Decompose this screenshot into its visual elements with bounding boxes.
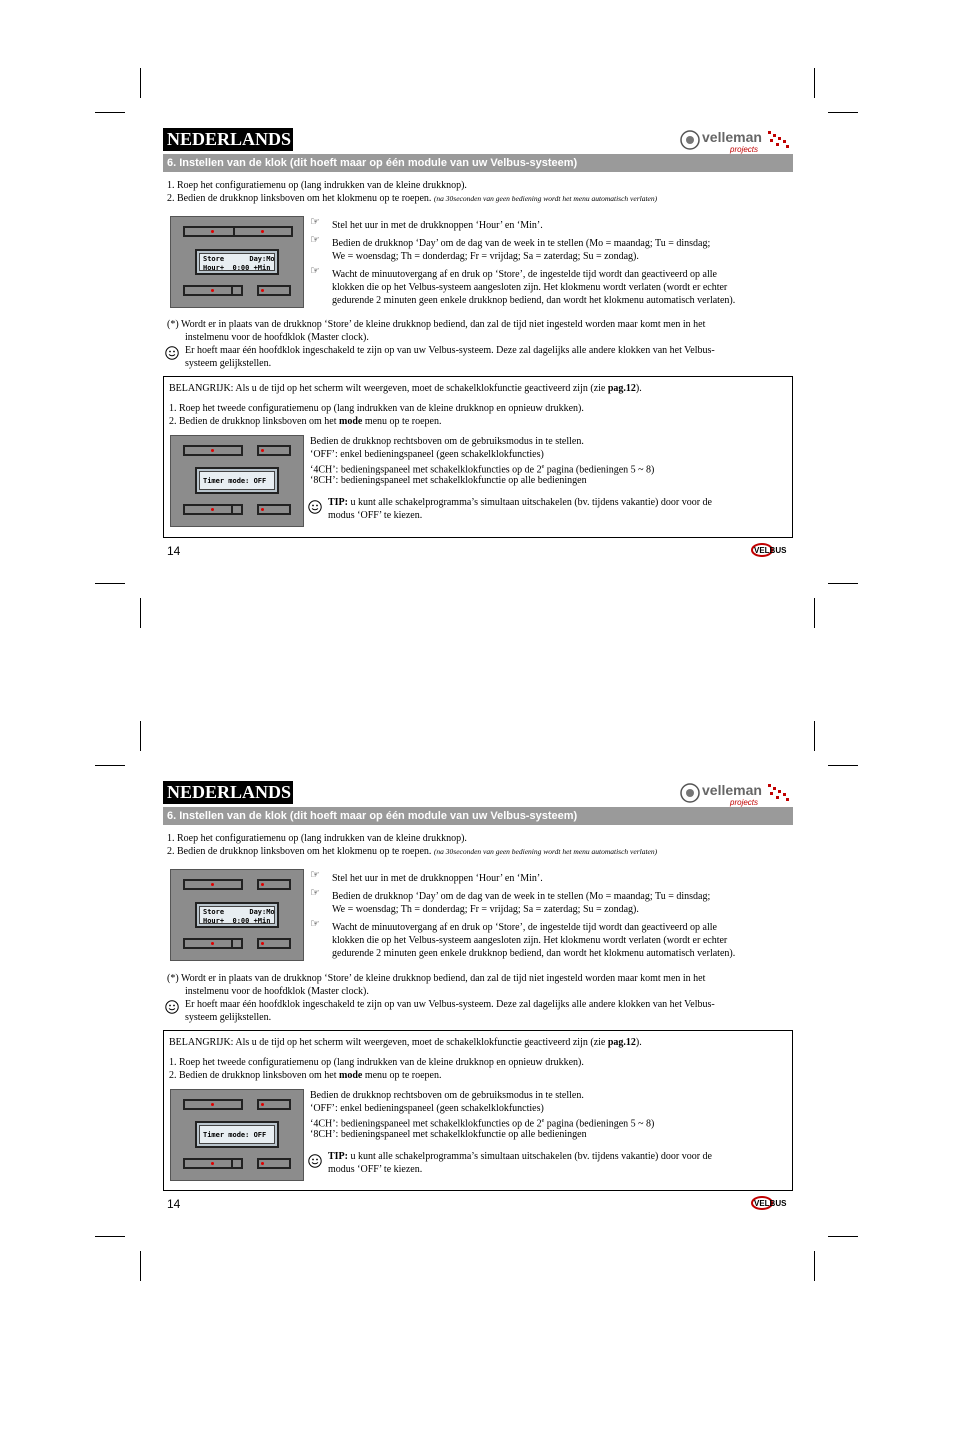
box-step-1: 1. Roep het tweede configuratiemenu op (lang indrukken van de kleine drukknop en opnieuw drukken). <box>169 403 584 414</box>
svg-text:VELBUS: VELBUS <box>754 546 787 555</box>
section-title: 6. Instellen van de klok (dit hoeft maar op één module van uw Velbus-systeem) <box>163 807 793 825</box>
bullet-2-line-1: Bedien de drukknop ‘Day’ om de dag van de week in te stellen (Mo = maandag; Tu = dinsdag; <box>332 238 711 249</box>
important-box <box>163 1030 793 1191</box>
step-2-note: (na 30seconden van geen bediening wordt het menu automatisch verlaten) <box>433 847 658 856</box>
panel-button <box>257 445 291 456</box>
lcd-display <box>195 249 279 275</box>
footnote-line-1: (*) Wordt er in plaats van de drukknop ‘Store’ de kleine drukknop bediend, dan zal de tijd niet ingesteld worden maar komt men in het <box>167 973 706 984</box>
small-button <box>231 1158 243 1169</box>
mode-line-1: Bedien de drukknop rechtsboven om de gebruiksmodus in te stellen. <box>310 1090 584 1101</box>
manual-page-bottom <box>0 773 954 1433</box>
lcd-mode-line: Timer mode: OFF <box>203 477 267 485</box>
pointing-hand-icon: ☞ <box>310 264 320 277</box>
page-number: 14 <box>167 1197 181 1211</box>
control-panel-diagram <box>170 216 304 308</box>
panel-button <box>257 1158 291 1169</box>
lcd-display <box>195 467 279 494</box>
tip-line-1: TIP: u kunt alle schakelprogramma’s simultaan uitschakelen (bv. tijdens vakantie) door voor de <box>328 497 712 508</box>
section-title: 6. Instellen van de klok (dit hoeft maar op één module van uw Velbus-systeem) <box>163 154 793 172</box>
tip-line-2: modus ‘OFF’ te kiezen. <box>328 1164 423 1175</box>
panel-button <box>257 879 291 890</box>
bullet-2-line-2: We = woensdag; Th = donderdag; Fr = vrijdag; Sa = zaterdag; Su = zondag). <box>332 904 639 915</box>
page-ref: pag.12 <box>607 1037 636 1048</box>
bullet-1: Stel het uur in met de drukknoppen ‘Hour’ en ‘Min’. <box>332 873 543 884</box>
important-box <box>163 376 793 538</box>
lcd-line-2: Hour+ 0:00 +Min <box>203 264 271 272</box>
pointing-hand-icon: ☞ <box>310 917 320 930</box>
bullet-3-line-3: gedurende 2 minuten geen enkele drukknop bediend, dan wordt het klokmenu automatisch verlaten). <box>332 295 736 306</box>
smiley-icon <box>308 500 322 514</box>
lcd-mode-line: Timer mode: OFF <box>203 1131 267 1139</box>
step-1: 1. Roep het configuratiemenu op (lang indrukken van de kleine drukknop). <box>167 180 467 191</box>
manual-page-top <box>0 120 954 780</box>
step-2: 2. Bedien de drukknop linksboven om het klokmenu op te roepen. (na 30seconden van geen bediening wordt het menu automatisch verlaten) <box>167 846 658 857</box>
box-step-2: 2. Bedien de drukknop linksboven om het mode menu op te roepen. <box>169 1070 442 1081</box>
logo-text: velleman <box>702 782 762 798</box>
important-text: BELANGRIJK: Als u de tijd op het scherm wilt weergeven, moet de schakelklokfunctie geactiveerd zijn (zie pag.12). <box>169 383 642 394</box>
small-button <box>231 504 243 515</box>
panel-button <box>257 938 291 949</box>
language-label: NEDERLANDS <box>163 128 293 151</box>
smiley-icon <box>308 1154 322 1168</box>
velbus-logo <box>750 1195 792 1211</box>
bullet-2-line-2: We = woensdag; Th = donderdag; Fr = vrijdag; Sa = zaterdag; Su = zondag). <box>332 251 639 262</box>
small-button <box>231 285 243 296</box>
mode-line-2: ‘OFF’: enkel bedieningspaneel (geen schakelklokfuncties) <box>310 449 544 460</box>
tip-line-2: modus ‘OFF’ te kiezen. <box>328 510 423 521</box>
box-step-1: 1. Roep het tweede configuratiemenu op (lang indrukken van de kleine drukknop en opnieuw drukken). <box>169 1057 584 1068</box>
mode-line-3: ‘4CH’: bedieningspaneel met schakelklokfuncties op de 2e pagina (bedieningen 5 ~ 8) <box>310 464 655 476</box>
panel-button <box>257 504 291 515</box>
lcd-display <box>195 1121 279 1148</box>
bullet-3-line-2: klokken die op het Velbus-systeem aangesloten zijn. Het klokmenu wordt verlaten (wordt er echter <box>332 282 728 293</box>
panel-button <box>257 1099 291 1110</box>
smiley-icon <box>165 1000 179 1014</box>
pointing-hand-icon: ☞ <box>310 886 320 899</box>
bullet-2-line-1: Bedien de drukknop ‘Day’ om de dag van de week in te stellen (Mo = maandag; Tu = dinsdag; <box>332 891 711 902</box>
velbus-logo <box>750 542 792 558</box>
page-ref: pag.12 <box>607 383 636 394</box>
note-line-1: Er hoeft maar één hoofdklok ingeschakeld te zijn op van uw Velbus-systeem. Deze zal dagelijks alle andere klokken van het Velbus- <box>185 345 715 356</box>
control-panel-diagram <box>170 869 304 961</box>
note-line-1: Er hoeft maar één hoofdklok ingeschakeld te zijn op van uw Velbus-systeem. Deze zal dagelijks alle andere klokken van het Velbus- <box>185 999 715 1010</box>
panel-button <box>183 879 243 890</box>
footnote-line-1: (*) Wordt er in plaats van de drukknop ‘Store’ de kleine drukknop bediend, dan zal de tijd niet ingesteld worden maar komt men in het <box>167 319 706 330</box>
smiley-icon <box>165 346 179 360</box>
lcd-display <box>195 902 279 928</box>
step-2-note: (na 30seconden van geen bediening wordt het menu automatisch verlaten) <box>433 194 658 203</box>
logo-sub: projects <box>730 145 759 154</box>
mode-line-1: Bedien de drukknop rechtsboven om de gebruiksmodus in te stellen. <box>310 436 584 447</box>
language-label: NEDERLANDS <box>163 781 293 804</box>
svg-text:VELBUS: VELBUS <box>754 1199 787 1208</box>
mode-line-3: ‘4CH’: bedieningspaneel met schakelklokfuncties op de 2e pagina (bedieningen 5 ~ 8) <box>310 1118 655 1130</box>
panel-button <box>183 445 243 456</box>
footnote-line-2: instelmenu voor de hoofdklok (Master clock). <box>185 332 369 343</box>
small-button <box>231 938 243 949</box>
note-line-2: systeem gelijkstellen. <box>185 1012 272 1023</box>
box-step-2: 2. Bedien de drukknop linksboven om het mode menu op te roepen. <box>169 416 442 427</box>
mode-line-4: ‘8CH’: bedieningspaneel met schakelklokfunctie op alle bedieningen <box>310 1129 587 1140</box>
step-1: 1. Roep het configuratiemenu op (lang indrukken van de kleine drukknop). <box>167 833 467 844</box>
bullet-3-line-1: Wacht de minuutovergang af en druk op ‘Store’, de ingestelde tijd wordt dan geactiveerd op alle <box>332 269 717 280</box>
logo-text: velleman <box>702 129 762 145</box>
panel-button <box>183 1099 243 1110</box>
mode-line-4: ‘8CH’: bedieningspaneel met schakelklokfunctie op alle bedieningen <box>310 475 587 486</box>
lcd-line-1: Store Day:Mo <box>203 255 275 263</box>
bullet-3-line-2: klokken die op het Velbus-systeem aangesloten zijn. Het klokmenu wordt verlaten (wordt er echter <box>332 935 728 946</box>
pointing-hand-icon: ☞ <box>310 233 320 246</box>
footnote-line-2: instelmenu voor de hoofdklok (Master clock). <box>185 986 369 997</box>
panel-button <box>233 226 293 237</box>
control-panel-diagram <box>170 435 304 527</box>
lcd-line-2: Hour+ 0:00 +Min <box>203 917 271 925</box>
pointing-hand-icon: ☞ <box>310 868 320 881</box>
bullet-1: Stel het uur in met de drukknoppen ‘Hour’ en ‘Min’. <box>332 220 543 231</box>
lcd-line-1: Store Day:Mo <box>203 908 275 916</box>
panel-button <box>257 285 291 296</box>
page-number: 14 <box>167 544 181 558</box>
tip-line-1: TIP: u kunt alle schakelprogramma’s simultaan uitschakelen (bv. tijdens vakantie) door voor de <box>328 1151 712 1162</box>
logo-sub: projects <box>730 798 759 807</box>
bullet-3-line-1: Wacht de minuutovergang af en druk op ‘Store’, de ingestelde tijd wordt dan geactiveerd op alle <box>332 922 717 933</box>
important-text: BELANGRIJK: Als u de tijd op het scherm wilt weergeven, moet de schakelklokfunctie geactiveerd zijn (zie pag.12). <box>169 1037 642 1048</box>
note-line-2: systeem gelijkstellen. <box>185 358 272 369</box>
velleman-logo <box>680 125 793 155</box>
control-panel-diagram <box>170 1089 304 1181</box>
step-2: 2. Bedien de drukknop linksboven om het klokmenu op te roepen. (na 30seconden van geen bediening wordt het menu automatisch verlaten) <box>167 193 658 204</box>
bullet-3-line-3: gedurende 2 minuten geen enkele drukknop bediend, dan wordt het klokmenu automatisch verlaten). <box>332 948 736 959</box>
pointing-hand-icon: ☞ <box>310 215 320 228</box>
mode-line-2: ‘OFF’: enkel bedieningspaneel (geen schakelklokfuncties) <box>310 1103 544 1114</box>
velleman-logo <box>680 778 793 808</box>
